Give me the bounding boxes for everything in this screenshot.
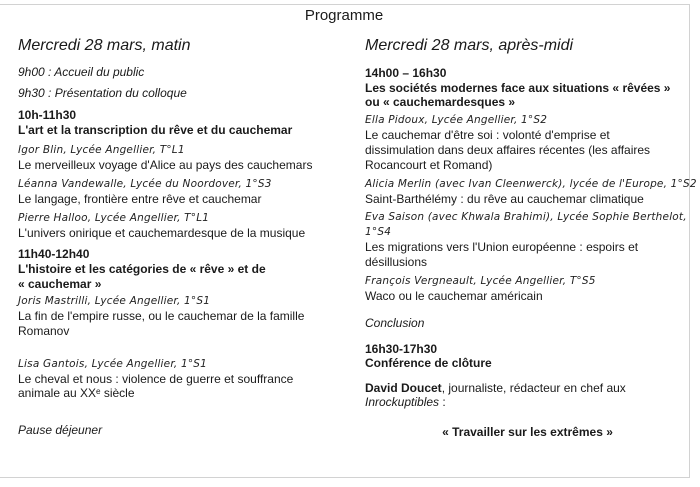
- talk-author: Pierre Halloo, Lycée Angellier, T°L1: [18, 212, 210, 224]
- lunch-break: Pause déjeuner: [18, 423, 103, 437]
- session-time: 14h00 – 16h30: [365, 66, 447, 80]
- talk-title-line2: dissimulation dans deux affaires récentes (les affaires: [365, 143, 651, 157]
- talk-title-line1: Les migrations vers l'Union européenne : espoirs et: [365, 240, 639, 254]
- talk-author: François Vergneault, Lycée Angellier, T°S5: [365, 275, 596, 287]
- session2-time: 11h40-12h40: [18, 247, 90, 261]
- closing-time: 16h30-17h30: [365, 342, 438, 356]
- publication-name: Inrockuptibles: [365, 395, 440, 409]
- talk-author-line2: 1°S4: [365, 226, 392, 238]
- speaker-line: [365, 381, 626, 396]
- session1-time: 10h-11h30: [18, 108, 77, 122]
- talk-author: Lisa Gantois, Lycée Angellier, 1°S1: [18, 358, 208, 370]
- session-title-line2: ou « cauchemardesques »: [365, 95, 516, 109]
- session2-title-line1: L'histoire et les catégories de « rêve » et de: [18, 262, 266, 276]
- talk-author: Alicia Merlin (avec Ivan Cleenwerck), lycée de l'Europe, 1°S2: [365, 178, 697, 190]
- afternoon-heading: Mercredi 28 mars, après-midi: [365, 37, 574, 54]
- talk-title-line2: Romanov: [18, 324, 70, 338]
- session1-title: L'art et la transcription du rêve et du cauchemar: [18, 123, 293, 137]
- talk-title-line1: Le cheval et nous : violence de guerre et souffrance: [18, 372, 294, 386]
- conclusion-label: Conclusion: [365, 316, 425, 330]
- talk-title-line1: Waco ou le cauchemar américain: [365, 289, 543, 303]
- welcome-item: 9h00 : Accueil du public: [18, 65, 145, 79]
- talk-title-line1: Saint-Barthélémy : du rêve au cauchemar climatique: [365, 192, 644, 206]
- talk-author: Léanna Vandewalle, Lycée du Noordover, 1°S3: [18, 178, 272, 190]
- page-title: Programme: [304, 7, 384, 24]
- publication-line: [365, 395, 446, 410]
- closing-talk-title: « Travailler sur les extrêmes »: [442, 425, 613, 439]
- talk-title-line2: animale au XXᵉ siècle: [18, 386, 135, 400]
- talk-title: Le merveilleux voyage d'Alice au pays des cauchemars: [18, 158, 313, 172]
- publication-suffix: :: [439, 395, 446, 409]
- closing-title: Conférence de clôture: [365, 356, 492, 370]
- talk-title-line1: La fin de l'empire russe, ou le cauchemar de la famille: [18, 309, 305, 323]
- talk-author-line1: Eva Saison (avec Khwala Brahimi), Lycée Sophie Berthelot,: [365, 211, 687, 223]
- talk-title: Le langage, frontière entre rêve et cauchemar: [18, 192, 262, 206]
- presentation-item: 9h30 : Présentation du colloque: [18, 86, 187, 100]
- talk-author: Joris Mastrilli, Lycée Angellier, 1°S1: [18, 295, 211, 307]
- session2-title-line2: « cauchemar »: [18, 277, 102, 291]
- talk-title: L'univers onirique et cauchemardesque de la musique: [18, 226, 306, 240]
- speaker-name: David Doucet: [365, 381, 442, 395]
- talk-title-line2: désillusions: [365, 255, 428, 269]
- morning-heading: Mercredi 28 mars, matin: [18, 37, 191, 54]
- talk-title-line1: Le cauchemar d'être soi : volonté d'emprise et: [365, 128, 610, 142]
- talk-title-line3: Rocancourt et Romand): [365, 158, 493, 172]
- speaker-role: , journaliste, rédacteur en chef aux: [441, 381, 626, 395]
- talk-author: Igor Blin, Lycée Angellier, T°L1: [18, 144, 185, 156]
- talk-author: Ella Pidoux, Lycée Angellier, 1°S2: [365, 114, 548, 126]
- session-title-line1: Les sociétés modernes face aux situations « rêvées »: [365, 81, 671, 95]
